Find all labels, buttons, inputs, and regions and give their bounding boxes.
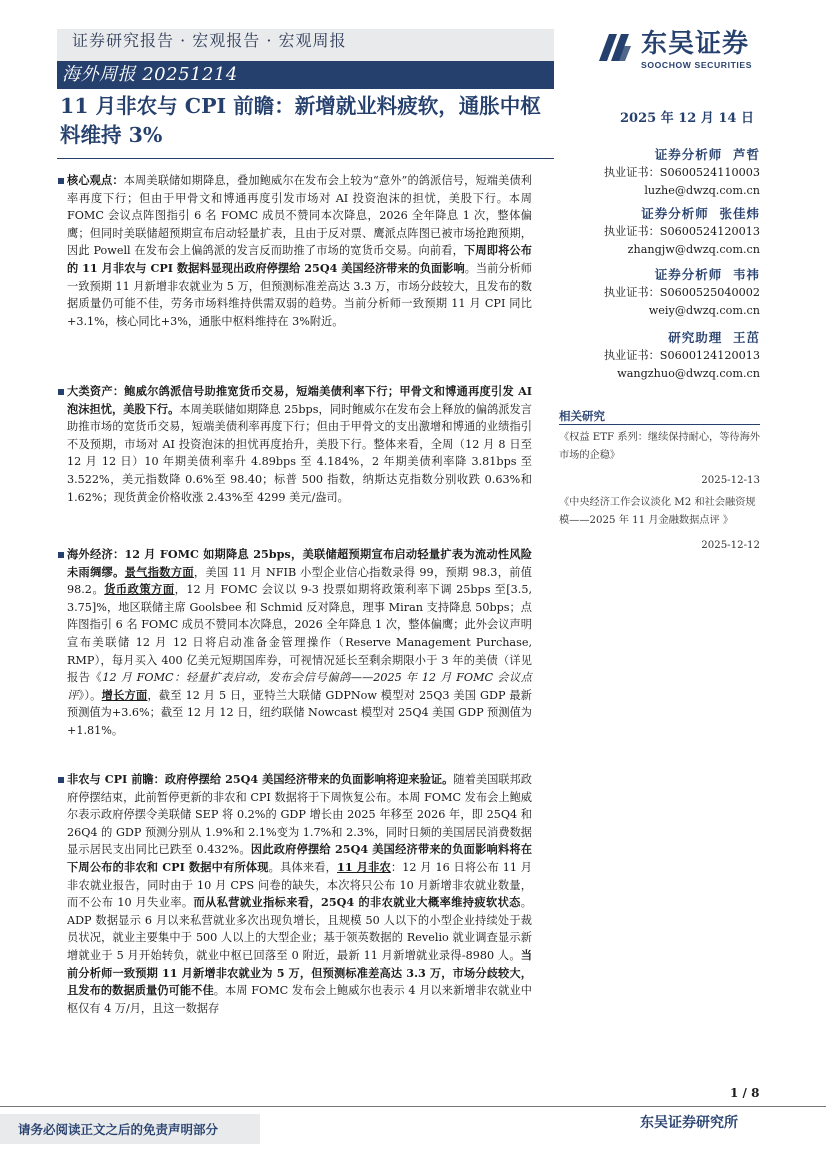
- bullet-icon: [58, 777, 64, 783]
- bullet-icon: [58, 389, 64, 395]
- related-divider: [559, 424, 760, 425]
- section-text: 随着美国联邦政府停摆结束，此前暂停更新的非农和 CPI 数据将于下周恢复公布。本周 FOMC 发布会上鲍威尔表示政府停摆令美联储 SEP 将 0.2%的 GDP 增长由 2025 年移至 2026 年，即 25Q4 和 26Q4 的 GDP 预测分别从 1.9%和 2.1%变为 1.7%和 2.3%，同时日频的美国居民消费数据显示居民支出同比已跌至 0.432%。: [67, 773, 532, 857]
- section-text: ，美国 11 月 NFIB 小型企业信心指数录得 99，预期 98.3，前值 98.2。: [67, 565, 532, 597]
- section-preview: [67, 771, 532, 1017]
- analyst-name: 韦祎: [732, 267, 760, 282]
- related-title[interactable]: 《权益 ETF 系列：继续保持耐心，等待海外市场的企稳》: [559, 432, 760, 461]
- analyst-role: 证券分析师: [654, 147, 723, 162]
- analyst-block: [560, 205, 760, 259]
- report-date: 2025 年 12 月 14 日: [620, 111, 754, 126]
- section-text: 。当前分析师一致预期 11 月新增非农就业为 5 万，但预测标准差高达 3.3 万，市场分歧较大，且发布的数据质量仍可能不佳，劳务市场料维持供需双弱的趋势。当前分析师一致预期 11 月 CPI 同比+3.1%，核心同比+3%，通胀中枢料维持在 3%附近。: [67, 261, 532, 328]
- soochow-logo-icon: [597, 31, 633, 64]
- bullet-icon: [58, 552, 64, 558]
- section-lead: 海外经济：12 月 FOMC 如期降息 25bps，美联储超预期宣布启动轻量扩表为流动性风险未雨绸缪。: [67, 547, 532, 579]
- subhead: 景气指数方面: [124, 564, 194, 579]
- analyst-license: 执业证书：S0600525040002: [603, 286, 760, 299]
- analyst-email[interactable]: luzhe@dwzq.com.cn: [644, 184, 760, 197]
- analyst-block: [560, 329, 760, 383]
- section-text: 。具体来看，: [268, 860, 338, 874]
- subhead: 货币政策方面: [104, 582, 175, 597]
- section-economy: [67, 546, 532, 740]
- subhead: 11 月非农: [337, 859, 391, 874]
- report-series: 海外周报 20251214: [62, 64, 238, 85]
- section-text: ，12 月 FOMC 会议以 9-3 投票如期将政策利率下调 25bps 至[3.5, 3.75]%，地区联储主席 Goolsbee 和 Schmid 反对降息，理事 Miran 支持降息 50bps；点阵图指引 6 名 FOMC 成员不赞同本次降息，2026 全年降息 1 次，整体偏鹰；此外会议声明宣布美联储 12 月 12 日将启动准备金管理操作（Reserve Management Purchase, RMP），每月买入 400 亿美元短期国库券，可视情况延长至剩余期限小于 3 年的美债（详见报告《: [67, 583, 532, 685]
- analyst-name: 芦哲: [732, 147, 760, 162]
- logo-name-cn: 东吴证券: [641, 29, 750, 59]
- related-title[interactable]: 《中央经济工作会议淡化 M2 和社会融资规模——2025 年 11 月金融数据点评 》: [559, 497, 756, 526]
- subhead: 增长方面: [101, 687, 148, 702]
- analyst-name: 张佳炜: [719, 206, 760, 221]
- analyst-name: 王茁: [732, 330, 760, 345]
- section-lead: 核心观点：: [67, 173, 124, 187]
- related-item[interactable]: [559, 494, 760, 555]
- section-text: 。ADP 数据显示 6 月以来私营就业多次出现负增长，且规模 50 人以下的小型企业持续处于裁员状况，就业主要集中于 500 人以上的大型企业；基于领英数据的 Revelio 就业调查显示新增就业于 5 月开始转负，就业中枢已回落至 0 附近，最新 11 月新增就业录得-8980 人。: [67, 896, 532, 962]
- report-category: 证券研究报告 · 宏观报告 · 宏观周报: [72, 31, 347, 50]
- analyst-role: 证券分析师: [654, 267, 723, 282]
- report-title: 11 月非农与 CPI 前瞻：新增就业料疲软，通胀中枢料维持 3%: [60, 94, 541, 147]
- related-date: 2025-12-12: [701, 540, 760, 551]
- report-reference: 12 月 FOMC：轻量扩表启动，发布会信号偏鸽——2025 年 12 月 FOMC 会议点评: [67, 671, 532, 702]
- analyst-license: 执业证书：S0600524110003: [603, 166, 760, 179]
- analyst-block: [560, 266, 760, 320]
- section-text: ，截至 12 月 5 日，亚特兰大联储 GDPNow 模型对 25Q3 美国 GDP 最新预测值为+3.6%；截至 12 月 12 日，纽约联储 Nowcast 模型对 25Q4 美国 GDP 预测值为+1.81%。: [67, 688, 532, 737]
- section-core-view: [67, 172, 532, 330]
- section-text: 。本周 FOMC 发布会上鲍威尔也表示 4 月以来新增非农就业中枢仅有 4 万/月，且这一数据存: [67, 984, 532, 1015]
- related-date: 2025-12-13: [701, 475, 760, 486]
- analyst-license: 执业证书：S0600524120013: [603, 225, 760, 238]
- section-lead: 非农与 CPI 前瞻：政府停摆给 25Q4 美国经济带来的负面影响将迎来验证。: [67, 772, 454, 786]
- page-number: 1 / 8: [730, 1086, 760, 1100]
- section-highlight: 当前分析师一致预期 11 月新增非农就业为 5 万，但预测标准差高达 3.3 万，市场分歧较大，且发布的数据质量仍可能不佳: [67, 947, 532, 998]
- analyst-role: 研究助理: [668, 330, 723, 345]
- section-highlight: 下周即将公布的 11 月非农与 CPI 数据料显现出政府停摆给 25Q4 美国经济带来的负面影响: [67, 243, 532, 275]
- section-text: 本周美联储如期降息 25bps，同时鲍威尔在发布会上释放的偏鸽派发言助推市场的宽货币交易，短端美债利率再度下行；但由于甲骨文的支出激增和博通的业绩指引不及预期，市场对 AI 投资泡沫的担忧再度抬升，美股下行。整体来看，全周（12 月 8 日至 12 月 12 日）10 年期美债利率升 4.89bps 至 4.184%，2 年期美债利率降 3.81bps 至 3.522%，美元指数降 0.6%至 98.40；标普 500 指数，纳斯达克指数分别收跌 0.63%和 1.62%；现货黄金价格收涨 2.43%至 4299 美元/盎司。: [67, 402, 532, 504]
- disclaimer-notice: 请务必阅读正文之后的免责声明部分: [18, 1122, 219, 1137]
- analyst-role: 证券分析师: [641, 206, 709, 221]
- section-text: 》）。: [78, 688, 102, 702]
- section-text: 本周美联储如期降息，叠加鲍威尔在发布会上较为“意外”的鸽派信号，短端美债利率再度下行；但由于甲骨文和博通再度引发市场对 AI 投资泡沫的担忧，美股下行。本周 FOMC 会议点阵图指引 6 名 FOMC 成员不赞同本次降息，2026 全年降息 1 次，整体偏鹰；但同时美联储超预期宣布启动轻量扩表，且由于反对票、鹰派点阵图已被市场抢跑预期，因此 Powell 在发布会上偏鸽派的发言反而助推了市场的宽货币交易。向前看，: [67, 174, 532, 258]
- analyst-email[interactable]: zhangjw@dwzq.com.cn: [627, 243, 760, 256]
- related-item[interactable]: [559, 429, 760, 490]
- bullet-icon: [58, 178, 64, 184]
- section-highlight: 因此政府停摆给 25Q4 美国经济带来的负面影响料将在下周公布的非农和 CPI 数据中有所体现: [67, 842, 533, 874]
- analyst-email[interactable]: wangzhuo@dwzq.com.cn: [617, 367, 760, 380]
- related-research-heading: 相关研究: [559, 409, 605, 423]
- analyst-email[interactable]: weiy@dwzq.com.cn: [648, 304, 760, 317]
- institute-name: 东吴证券研究所: [640, 1115, 738, 1131]
- logo-name-en: SOOCHOW SECURITIES: [641, 60, 753, 70]
- analyst-block: [560, 146, 760, 200]
- footer-divider: [0, 1106, 826, 1107]
- section-highlight: 而从私营就业指标来看，25Q4 的非农就业大概率维持疲软状态: [193, 895, 521, 910]
- section-assets: [67, 383, 532, 506]
- analyst-license: 执业证书：S0600124120013: [603, 349, 760, 362]
- section-lead: 大类资产：鲍威尔鸽派信号助推宽货币交易，短端美债利率下行；甲骨文和博通再度引发 AI 泡沫担忧，美股下行。: [67, 384, 532, 416]
- section-text: ：12 月 16 日将公布 11 月非农就业报告，同时由于 10 月 CPS 问卷的缺失，本次将只公布 10 月新增非农就业数量，而不公布 10 月失业率。: [67, 860, 532, 910]
- title-divider: [57, 158, 554, 159]
